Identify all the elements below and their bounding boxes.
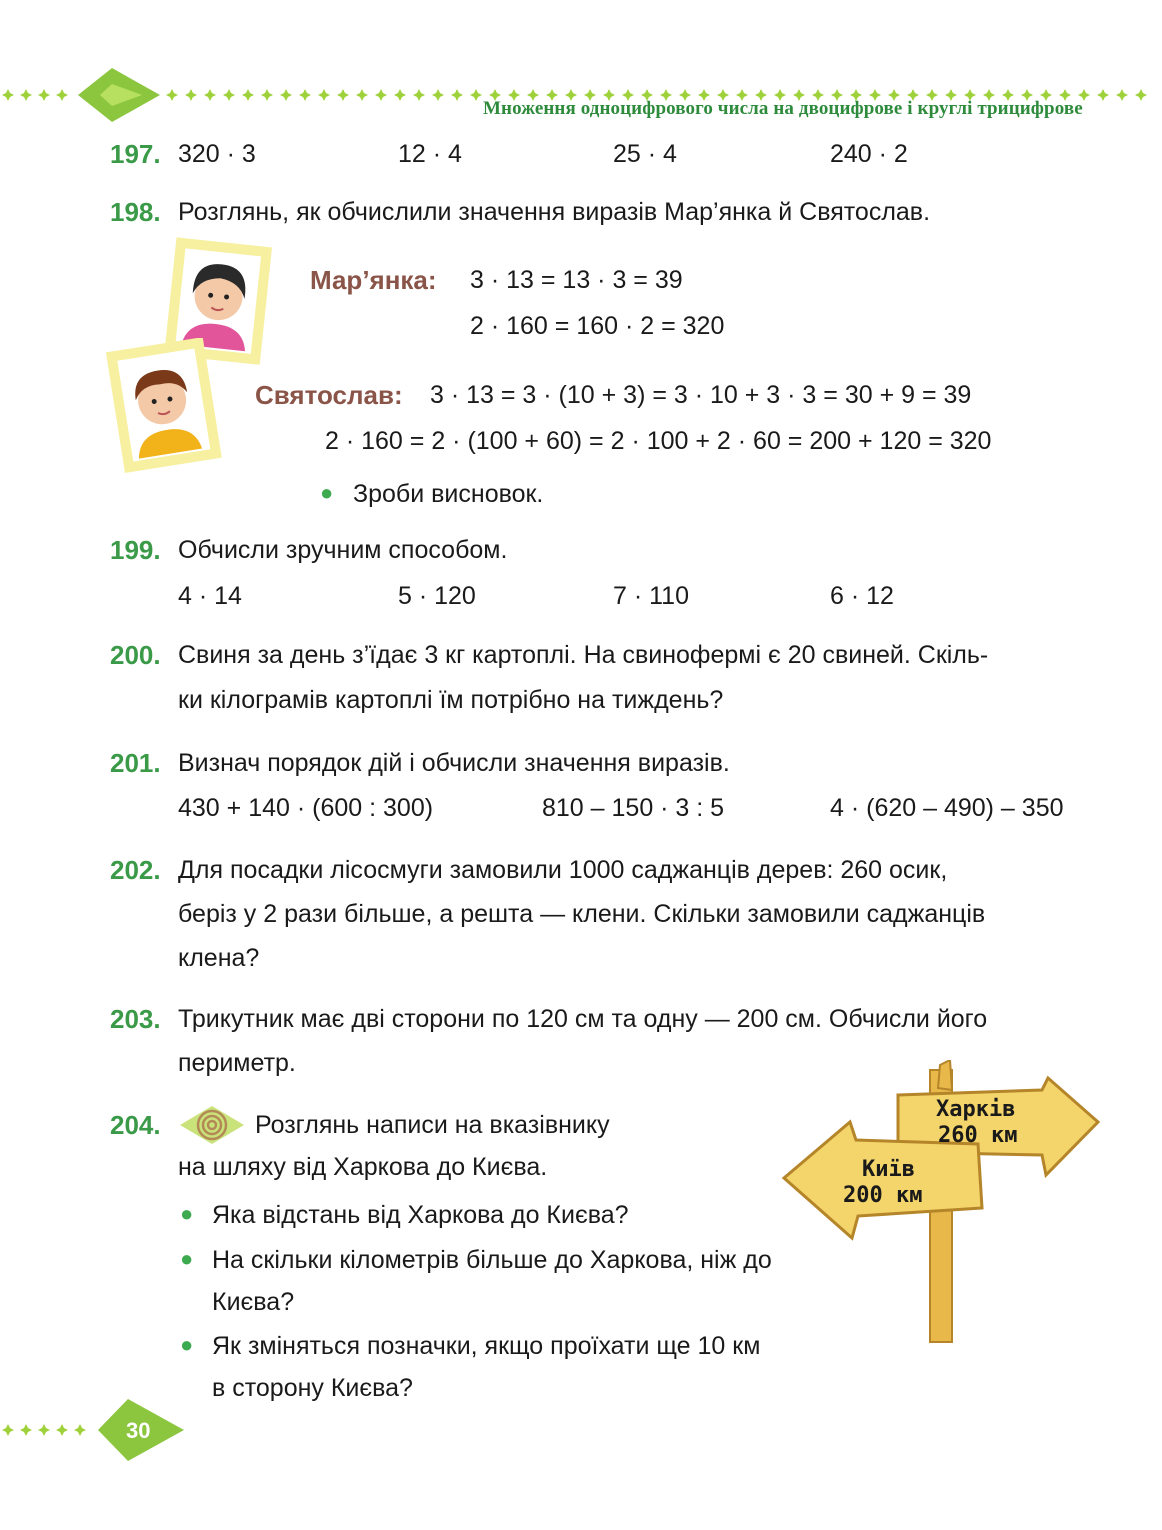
problem-text: Для посадки лісосмуги замовили 1000 саджанців дерев: 260 осик, [178, 856, 948, 884]
star-decoration [38, 1424, 50, 1436]
header-title: Множення одноцифрового числа на двоцифрове і круглі трицифрове [483, 98, 1083, 119]
star-decoration [375, 89, 387, 101]
star-decoration [337, 89, 349, 101]
expression: 4 · (620 – 490) – 350 [830, 794, 1064, 822]
expression: 6 · 12 [830, 582, 894, 610]
star-decoration [2, 89, 14, 101]
maryanka-line2: 2 · 160 = 160 · 2 = 320 [470, 312, 725, 340]
star-decoration [166, 89, 178, 101]
expression: 240 · 2 [830, 140, 908, 168]
expression: 4 · 14 [178, 582, 242, 610]
problem-text: периметр. [178, 1049, 296, 1077]
star-decoration [432, 89, 444, 101]
star-decoration [2, 1424, 14, 1436]
star-decoration [299, 89, 311, 101]
problem-number: 201. [110, 748, 161, 778]
expression: 5 · 120 [398, 582, 476, 610]
sign-right-distance: 260 км [938, 1123, 1018, 1148]
problem-text: Розглянь, як обчислили значення виразів Мар’янка й Святослав. [178, 198, 931, 226]
star-decoration [74, 1424, 86, 1436]
star-decoration [470, 89, 482, 101]
expression: 810 – 150 · 3 : 5 [542, 794, 725, 822]
star-decoration [318, 89, 330, 101]
maryanka-name: Мар’янка: [310, 265, 437, 295]
expression: 25 · 4 [613, 140, 677, 168]
problem-number: 202. [110, 855, 161, 885]
problem-number: 203. [110, 1004, 161, 1034]
problem-text: Визнач порядок дій і обчисли значення виразів. [178, 749, 730, 777]
sign-left-distance: 200 км [843, 1183, 923, 1208]
problem-text: ки кілограмів картоплі їм потрібно на тиждень? [178, 686, 724, 714]
bullet-icon: ● [180, 1332, 194, 1357]
sviatoslav-line2: 2 · 160 = 2 · (100 + 60) = 2 · 100 + 2 · 60 = 200 + 120 = 320 [325, 427, 992, 455]
maryanka-line1: 3 · 13 = 13 · 3 = 39 [470, 266, 683, 294]
question-text: Києва? [212, 1288, 295, 1316]
expression: 320 · 3 [178, 140, 256, 168]
star-decoration [204, 89, 216, 101]
sviatoslav-line1: 3 · 13 = 3 · (10 + 3) = 3 · 10 + 3 · 3 = 30 + 9 = 39 [430, 381, 972, 409]
question-text: На скільки кілометрів більше до Харкова, ніж до [212, 1246, 772, 1274]
star-decoration [1135, 89, 1147, 101]
expression: 7 · 110 [613, 582, 689, 610]
question-text: Як зміняться позначки, якщо проїхати ще 10 км [212, 1332, 761, 1360]
problem-text: на шляху від Харкова до Києва. [178, 1153, 548, 1181]
star-decoration [356, 89, 368, 101]
page-number: 30 [126, 1418, 151, 1443]
question-text: в сторону Києва? [212, 1374, 413, 1402]
problem-number: 200. [110, 640, 161, 670]
conclusion-text: Зроби висновок. [353, 480, 544, 508]
star-decoration [185, 89, 197, 101]
problem-text: Обчисли зручним способом. [178, 536, 508, 564]
problem-text: клена? [178, 944, 260, 972]
problem-number: 199. [110, 535, 161, 565]
problem-text: Трикутник має дві сторони по 120 см та одну — 200 см. Обчисли його [178, 1005, 988, 1033]
star-decoration [1097, 89, 1109, 101]
star-decoration [1116, 89, 1128, 101]
sviatoslav-name: Святослав: [255, 380, 403, 410]
problem-text: беріз у 2 рази більше, а решта — клени. Скільки замовили саджанців [178, 900, 986, 928]
expression: 12 · 4 [398, 140, 462, 168]
star-decoration [38, 89, 50, 101]
bullet-icon: ● [180, 1246, 194, 1271]
question-text: Яка відстань від Харкова до Києва? [212, 1201, 629, 1229]
star-decoration [451, 89, 463, 101]
star-decoration [413, 89, 425, 101]
problem-text: Свиня за день з’їдає 3 кг картоплі. На свинофермі є 20 свиней. Скіль- [178, 641, 989, 669]
star-decoration [56, 1424, 68, 1436]
bullet-icon: ● [180, 1201, 194, 1226]
header-decoration [0, 62, 1162, 132]
problem-number: 197. [110, 139, 161, 169]
bullet-icon: ● [320, 480, 334, 505]
star-decoration [394, 89, 406, 101]
target-diamond-icon [178, 1104, 246, 1146]
problem-text: Розглянь написи на вказівнику [255, 1111, 610, 1139]
footer-decoration [0, 1395, 200, 1465]
expression: 430 + 140 · (600 : 300) [178, 794, 434, 822]
star-decoration [242, 89, 254, 101]
problem-number: 204. [110, 1110, 161, 1140]
problem-number: 198. [110, 197, 161, 227]
star-decoration [280, 89, 292, 101]
star-decoration [56, 89, 68, 101]
sign-right-city: Харків [936, 1097, 1016, 1122]
star-decoration [223, 89, 235, 101]
star-decoration [20, 1424, 32, 1436]
star-decoration [20, 89, 32, 101]
sign-left-city: Київ [862, 1157, 915, 1182]
star-decoration [261, 89, 273, 101]
boy-portrait [105, 338, 223, 474]
